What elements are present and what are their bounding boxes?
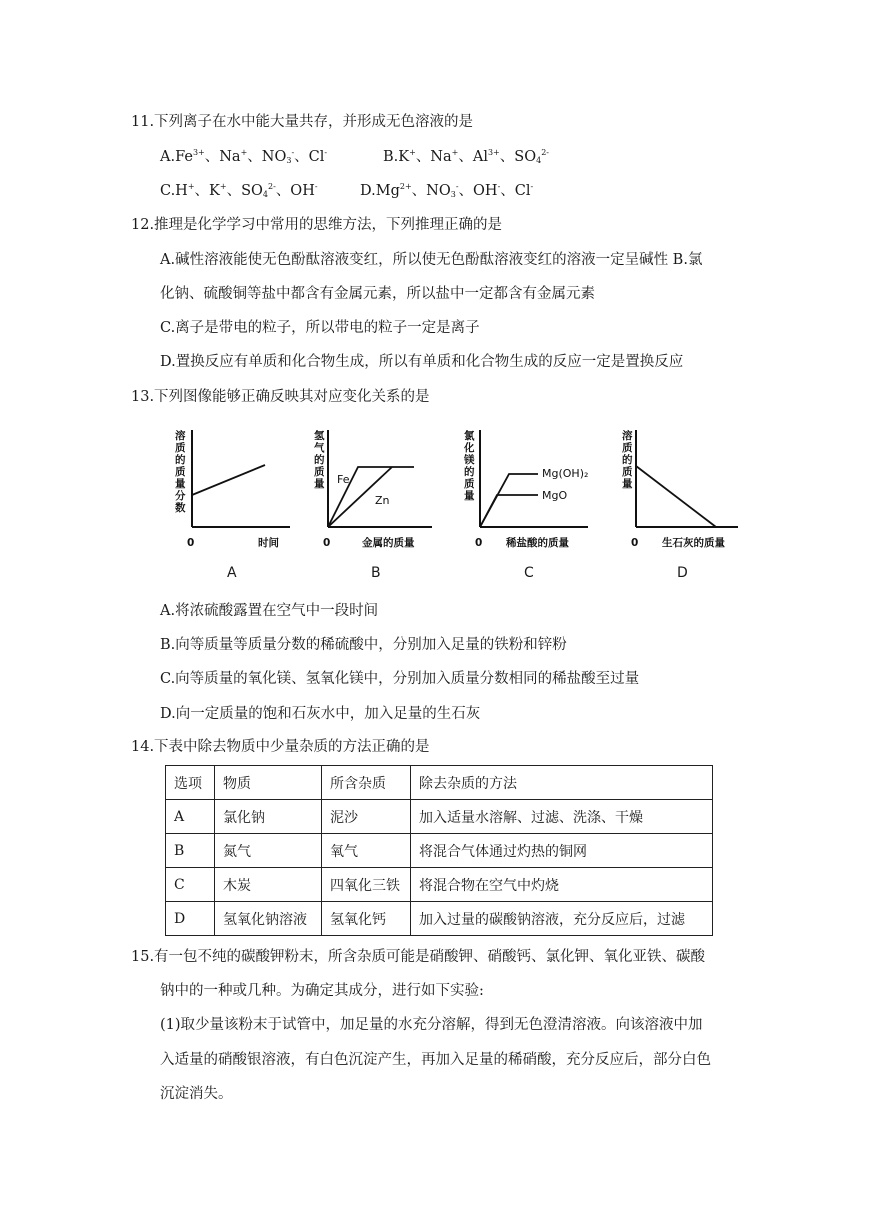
table-cell: 泥沙 (322, 800, 411, 834)
graph-a-xlabel: 时间 (258, 537, 279, 549)
table-cell: 氯化钠 (215, 800, 322, 834)
table-cell: 将混合气体通过灼热的铜网 (411, 834, 713, 868)
table-cell: A (166, 800, 215, 834)
q15-step-line-1: (1)取少量该粉末于试管中，加足量的水充分溶解，得到无色澄清溶液。向该溶液中加 (160, 1017, 703, 1033)
q13-option-c: C.向等质量的氧化镁、氢氧化镁中，分别加入质量分数相同的稀盐酸至过量 (160, 671, 640, 687)
svg-text:氯: 氯 (464, 430, 475, 442)
table-header-row (166, 766, 713, 800)
graph-c-mgo-label: MgO (542, 489, 568, 502)
svg-text:溶: 溶 (622, 430, 633, 442)
table-cell: 加入过量的碳酸钠溶液，充分反应后，过滤 (411, 902, 713, 936)
graph-c-caption: C (524, 565, 534, 581)
svg-text:质: 质 (622, 466, 633, 478)
graph-a-caption: A (227, 565, 237, 581)
svg-text:的: 的 (175, 454, 186, 466)
q13-stem: 13.下列图像能够正确反映其对应变化关系的是 (131, 389, 430, 405)
svg-text:质: 质 (314, 466, 325, 478)
table-cell: 将混合物在空气中灼烧 (411, 868, 713, 902)
table-cell: 氢氧化钙 (322, 902, 411, 936)
table-cell: 四氧化三铁 (322, 868, 411, 902)
svg-text:量: 量 (622, 478, 633, 490)
svg-text:化: 化 (464, 442, 475, 454)
graph-b-fe-label: Fe (337, 473, 350, 486)
graph-b-caption: B (371, 565, 381, 581)
svg-text:的: 的 (314, 454, 325, 466)
q12-option-d: D.置换反应有单质和化合物生成，所以有单质和化合物生成的反应一定是置换反应 (160, 354, 684, 370)
graph-d-xlabel: 生石灰的质量 (662, 537, 725, 549)
svg-text:量: 量 (314, 478, 325, 490)
q12-stem: 12.推理是化学学习中常用的思维方法，下列推理正确的是 (131, 217, 503, 233)
graph-b-origin: 0 (323, 537, 331, 549)
svg-text:分: 分 (175, 490, 186, 502)
table-cell: C (166, 868, 215, 902)
table-row (166, 868, 713, 902)
graph-a-curve (192, 465, 265, 495)
q11-option-b: B.K+、Na+、$Al^{3+}$、$SO_4^{2-}$ (383, 148, 549, 165)
impurity-table (165, 765, 713, 936)
q11-option-c: C.H+、K+、$SO_4^{2-}$、OH- (160, 182, 318, 199)
q15-step-line-2: 入适量的硝酸银溶液，有白色沉淀产生，再加入足量的稀硝酸，充分反应后，部分白色 (160, 1052, 711, 1068)
graph-b-ylabel (314, 429, 325, 490)
graph-c-mgoh2-label: Mg(OH)₂ (542, 467, 589, 480)
q13-option-b: B.向等质量等质量分数的稀硫酸中，分别加入足量的铁粉和锌粉 (160, 637, 567, 653)
graph-c-xlabel: 稀盐酸的质量 (506, 537, 569, 549)
graph-c-mgo-curve (480, 495, 538, 527)
svg-text:数: 数 (175, 502, 186, 514)
table-cell: B (166, 834, 215, 868)
graph-b (310, 428, 435, 553)
svg-text:镁: 镁 (464, 454, 475, 466)
table-row (166, 834, 713, 868)
q14-stem: 14.下表中除去物质中少量杂质的方法正确的是 (131, 739, 430, 755)
svg-text:气: 气 (314, 442, 325, 454)
q15-stem-line-1: 15.有一包不纯的碳酸钾粉末，所含杂质可能是硝酸钾、硝酸钙、氯化钾、氧化亚铁、碳酸 (131, 949, 706, 965)
svg-text:的: 的 (464, 466, 475, 478)
q11-option-a: $A.Fe^{3+}$、Na+、$NO_3^-$、Cl- (160, 148, 328, 165)
q13-option-a: A.将浓硫酸露置在空气中一段时间 (160, 603, 379, 619)
q11-stem: 11.下列离子在水中能大量共存，并形成无色溶液的是 (131, 114, 474, 130)
table-cell: 氢氧化钠溶液 (215, 902, 322, 936)
svg-text:质: 质 (622, 442, 633, 454)
svg-text:质: 质 (175, 442, 186, 454)
table-header-cell: 选项 (166, 766, 215, 800)
table-cell: 加入适量水溶解、过滤、洗涤、干燥 (411, 800, 713, 834)
q12-line-2: 化钠、硫酸铜等盐中都含有金属元素，所以盐中一定都含有金属元素 (160, 286, 595, 302)
graph-d (618, 428, 743, 553)
graph-d-ylabel (622, 429, 633, 490)
svg-text:氢: 氢 (314, 430, 325, 442)
q12-option-c: C.离子是带电的粒子，所以带电的粒子一定是离子 (160, 320, 480, 336)
table-row (166, 800, 713, 834)
graph-c-origin: 0 (475, 537, 483, 549)
svg-text:量: 量 (175, 478, 186, 490)
graph-a-origin: 0 (187, 537, 195, 549)
table-header-cell: 所含杂质 (322, 766, 411, 800)
svg-text:溶: 溶 (175, 430, 186, 442)
svg-text:质: 质 (464, 478, 475, 490)
graph-d-curve (636, 466, 716, 527)
table-cell: D (166, 902, 215, 936)
q15-stem-line-2: 钠中的一种或几种。为确定其成分，进行如下实验: (160, 983, 484, 999)
graph-a-ylabel (174, 429, 186, 514)
graph-d-caption: D (677, 565, 688, 581)
table-cell: 氮气 (215, 834, 322, 868)
q12-line-1: A.碱性溶液能使无色酚酞溶液变红，所以使无色酚酞溶液变红的溶液一定呈碱性 B.氯 (160, 252, 703, 268)
svg-text:量: 量 (464, 490, 475, 502)
table-header-cell: 物质 (215, 766, 322, 800)
graph-d-origin: 0 (631, 537, 639, 549)
graph-c (460, 428, 600, 553)
table-header-cell: 除去杂质的方法 (411, 766, 713, 800)
svg-text:质: 质 (175, 466, 186, 478)
q15-step-line-3: 沉淀消失。 (160, 1086, 233, 1102)
table-cell: 木炭 (215, 868, 322, 902)
q13-option-d: D.向一定质量的饱和石灰水中，加入足量的生石灰 (160, 706, 481, 722)
graph-c-mgoh2-curve (480, 474, 538, 527)
graph-c-ylabel (463, 429, 475, 502)
graph-b-zn-label: Zn (375, 494, 390, 507)
table-row (166, 902, 713, 936)
graph-a (170, 428, 290, 553)
q11-option-d: $D.Mg^{2+}$、$NO_3^-$、OH-、Cl- (360, 182, 534, 199)
graph-b-xlabel: 金属的质量 (362, 537, 415, 549)
svg-text:的: 的 (622, 454, 633, 466)
table-cell: 氧气 (322, 834, 411, 868)
